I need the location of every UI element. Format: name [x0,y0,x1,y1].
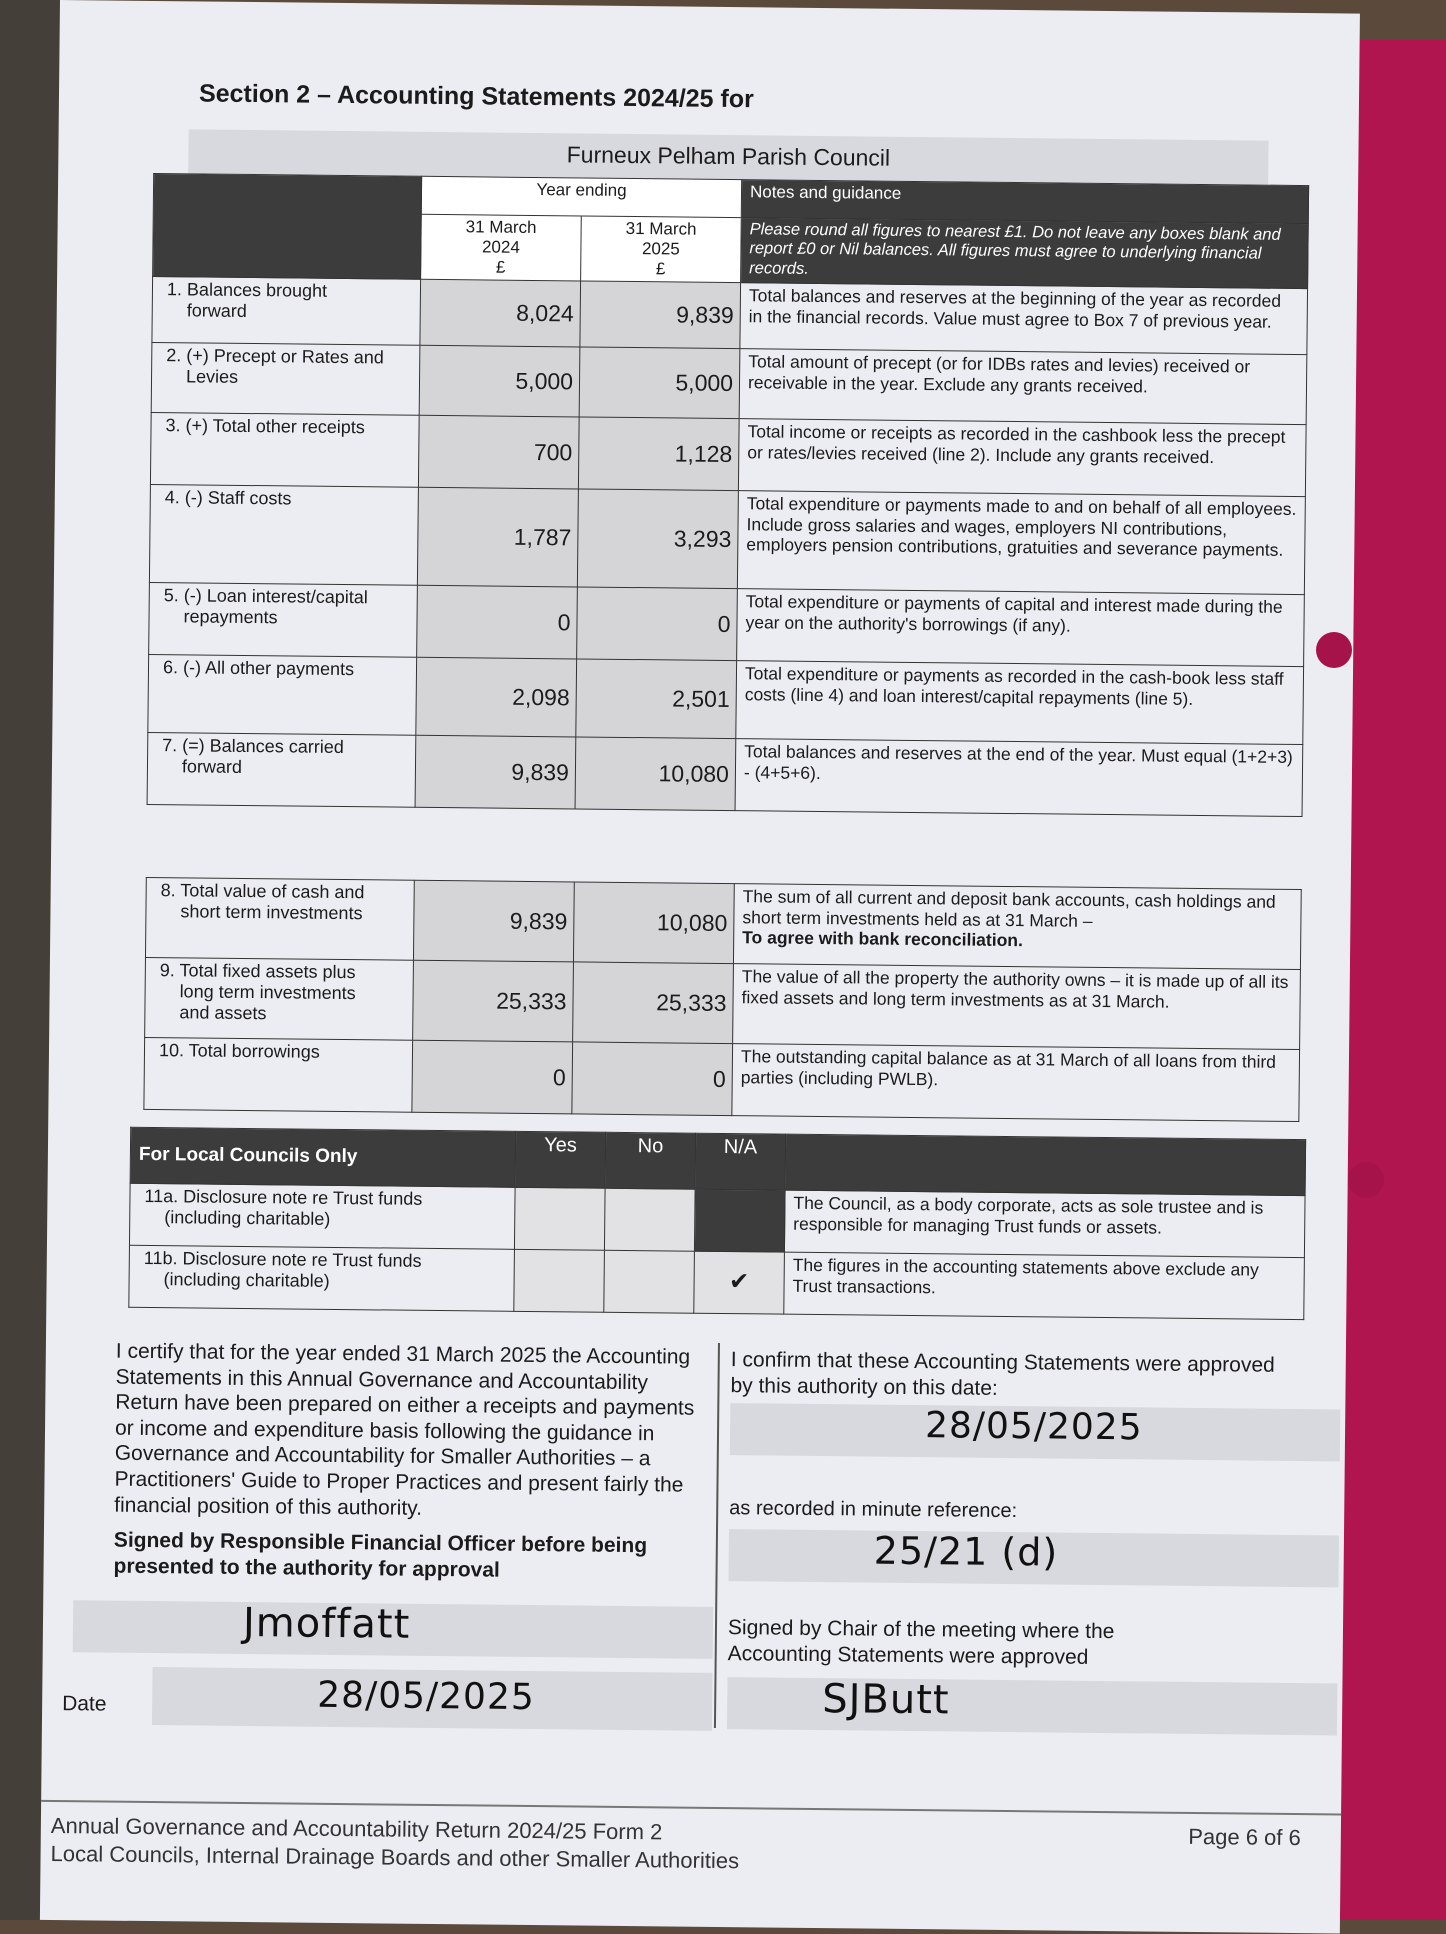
yes-checkbox[interactable] [514,1187,605,1250]
row-note: Total expenditure or payments of capital and interest made during the year on the authority's borrowings (if any). [737,589,1305,667]
row-label-cont: (including charitable) [163,1269,330,1292]
value-2025: 9,839 [580,281,741,349]
row-label: 9. Total fixed assets plus [159,960,356,983]
chair-signature: SJButt [822,1676,950,1724]
minute-ref: 25/21 (d) [873,1528,1059,1575]
minute-label: as recorded in minute reference: [729,1497,1018,1523]
table-row [147,733,1303,817]
document-page [40,0,1360,1934]
table-row [129,1245,1305,1319]
value-2024: 5,000 [419,345,580,417]
row-label: 4. (-) Staff costs [164,487,292,509]
row-note: The sum of all current and deposit bank accounts, cash holdings and short term investments held as at 31 March – [742,886,1276,931]
row-label-cont: short term investments [180,901,363,924]
notes-header: Notes and guidance [741,180,1308,224]
na-checkmark[interactable]: ✔ [694,1251,785,1314]
row-note-bold: To agree with bank reconciliation. [742,927,1024,951]
row-note: The value of all the property the authority owns – it is made up of all its fixed assets and long term investments as at 31 March. [733,964,1301,1050]
table-row [144,1037,1300,1121]
table-row [145,877,1301,969]
rfo-signature: Jmoffatt [242,1600,411,1648]
row-label-cont: repayments [183,606,278,628]
value-2024: 25,333 [413,960,574,1042]
footer-line2: Local Councils, Internal Drainage Boards and other Smaller Authorities [50,1840,740,1873]
value-2025: 0 [572,1042,733,1116]
date-label: Date [62,1692,107,1716]
table-row [149,485,1305,595]
council-name: Furneux Pelham Parish Council [566,141,891,171]
accounting-statements-table [147,173,1310,817]
row-label: 5. (-) Loan interest/capital [163,585,368,608]
page-number: Page 6 of 6 [1188,1823,1301,1851]
rfo-cert-text: I certify that for the year ended 31 March 2025 the Accounting Statements in this Annual Governance and Accountability Return have been prepared on either a receipts and payments or income and expenditure basis following the guidance in Governance and Accountability for Smaller Authorities – a Practitioners' Guide to Proper Practices and present fairly the financial position of this authority. [114,1339,695,1520]
punch-hole-upper [1316,632,1352,668]
value-2025: 5,000 [579,347,740,419]
table-row [150,413,1306,497]
value-2024: 9,839 [413,880,574,962]
section-title: Section 2 – Accounting Statements 2024/25 for [198,79,754,114]
value-2024: 8,024 [420,279,581,347]
na-header: N/A [695,1133,786,1190]
row-label: 6. (-) All other payments [162,657,355,680]
local-header: For Local Councils Only [130,1127,516,1187]
row-note: Total expenditure or payments as recorded in the cash-book less staff costs (line 4) and loan interest/capital repayments (line 5). [736,661,1304,745]
table-row [149,583,1305,667]
rfo-signed-label: Signed by Responsible Financial Officer before being presented to the authority for approval [113,1528,648,1582]
value-2025: 0 [577,587,738,661]
row-note: The Council, as a body corporate, acts as sole trustee and is responsible for managing Trust funds or assets. [784,1190,1305,1257]
divider-line [714,1343,720,1728]
na-checkbox [694,1189,785,1252]
row-label-cont2: and assets [179,1002,267,1024]
header-blank [153,173,422,279]
col-2024-header: 31 March 2024 £ [421,214,582,281]
row-note: Total income or receipts as recorded in the cashbook less the precept or rates/levies received (line 2). Include any grants received. [738,419,1306,497]
footer-left [50,1812,739,1874]
value-2025: 10,080 [575,737,736,811]
rfo-date: 28/05/2025 [317,1674,535,1719]
table-row [151,343,1307,425]
assets-table [143,877,1301,1122]
yes-header: Yes [515,1131,606,1188]
table-row [152,277,1308,355]
value-2024: 0 [417,585,578,659]
rfo-certification [113,1339,705,1586]
row-label-cont: long term investments [179,981,356,1004]
approval-date: 28/05/2025 [924,1405,1143,1449]
row-label-cont: Levies [185,366,239,388]
no-header: No [605,1132,696,1189]
local-councils-table [128,1127,1306,1320]
value-2024: 700 [418,415,579,489]
value-2025: 25,333 [573,962,734,1044]
table-row [148,655,1304,745]
footer-line1: Annual Governance and Accountability Return 2024/25 Form 2 [50,1813,663,1845]
approval-text: I confirm that these Accounting Statements were approved by this authority on this date: [730,1348,1275,1400]
value-2024: 2,098 [416,657,577,737]
local-notes-header [785,1134,1306,1195]
value-2024: 1,787 [417,487,578,587]
row-note: Total amount of precept (or for IDBs rates and levies) received or receivable in the year. Exclude any grants received. [739,349,1307,425]
row-label: 11b. Disclosure note re Trust funds [143,1247,422,1271]
row-note: The outstanding capital balance as at 31 March of all loans from third parties (including PWLB). [732,1044,1300,1122]
no-checkbox[interactable] [604,1250,695,1313]
value-2025: 3,293 [577,489,738,589]
yes-checkbox[interactable] [514,1249,605,1312]
chair-signature-box[interactable] [727,1677,1338,1735]
row-label: 2. (+) Precept or Rates and [166,345,384,368]
row-label-cont: (including charitable) [164,1207,331,1230]
value-2025: 2,501 [576,659,737,739]
row-note: Total balances and reserves at the beginning of the year as recorded in the financial records. Value must agree to Box 7 of previous year. [740,283,1308,355]
row-note: The figures in the accounting statements above exclude any Trust transactions. [784,1252,1305,1319]
row-label-cont: forward [186,300,247,322]
table-row [145,957,1301,1049]
value-2025: 10,080 [573,882,734,964]
no-checkbox[interactable] [604,1188,695,1251]
row-label: 10. Total borrowings [158,1040,320,1062]
notes-intro: Please round all figures to nearest £1. Do not leave any boxes blank and report £0 or Nil balances. All figures must agree to underlying financial records. [741,218,1309,289]
row-label-cont: forward [181,756,243,778]
row-note: Total balances and reserves at the end of the year. Must equal (1+2+3) - (4+5+6). [735,739,1303,817]
chair-label: Signed by Chair of the meeting where the Accounting Statements were approved [727,1616,1115,1669]
row-label: 1. Balances brought [166,279,328,301]
row-label: 3. (+) Total other receipts [165,415,365,438]
year-ending-header: Year ending [421,176,741,217]
value-2024: 9,839 [415,735,576,809]
value-2025: 1,128 [578,417,739,491]
punch-hole-lower [1348,1162,1384,1198]
row-note: Total expenditure or payments made to and on behalf of all employees. Include gross salaries and wages, employers NI contributions, employers pension contributions, gratuities and severance payments. [737,491,1305,595]
row-label: 11a. Disclosure note re Trust funds [144,1185,423,1209]
row-label: 8. Total value of cash and [160,880,365,903]
row-label: 7. (=) Balances carried [162,735,344,758]
approval-certification [730,1347,1291,1404]
col-2025-header: 31 March 2025 £ [581,216,742,283]
value-2024: 0 [412,1040,573,1114]
